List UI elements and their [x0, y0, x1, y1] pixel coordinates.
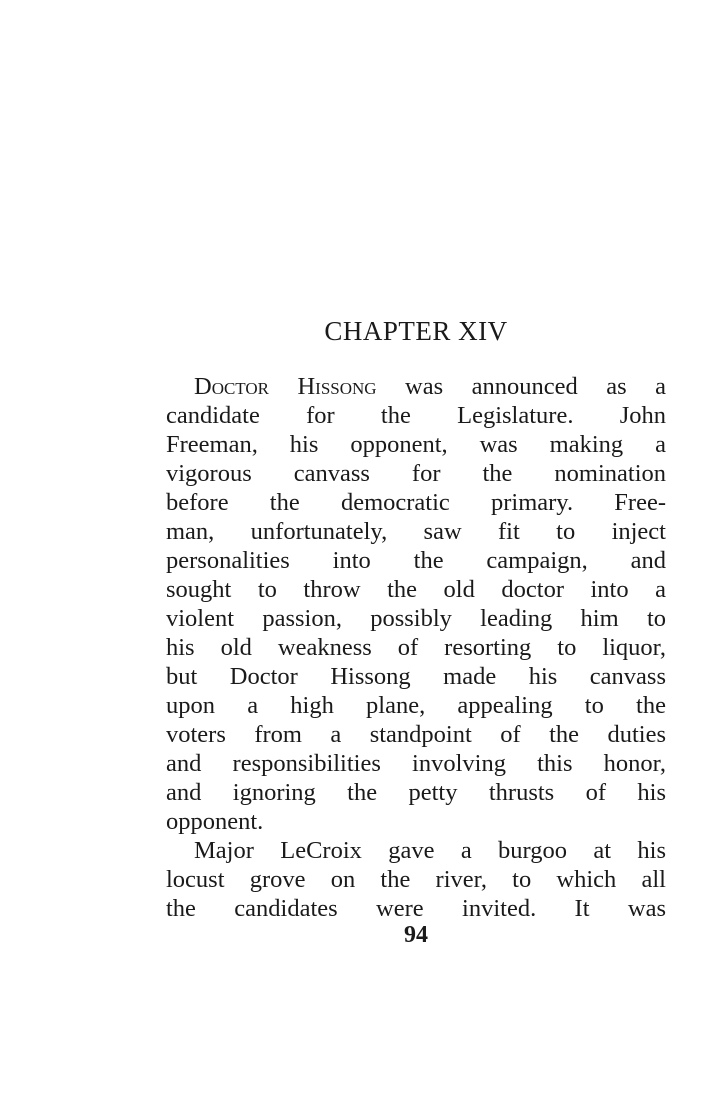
text-line: and responsibilities involving this honor, — [166, 750, 666, 777]
text-line: the candidates were invited. It was — [166, 895, 666, 922]
text-line: candidate for the Legislature. John — [166, 402, 666, 429]
text-line: before the democratic primary. Free- — [166, 489, 666, 516]
text-line: Freeman, his opponent, was making a — [166, 431, 666, 458]
line-text: was announced as a — [376, 373, 666, 400]
text-line: man, unfortunately, saw fit to inject — [166, 518, 666, 545]
page-number: 94 — [404, 922, 428, 948]
text-line: sought to throw the old doctor into a — [166, 576, 666, 603]
text-line: vigorous canvass for the nomination — [166, 460, 666, 487]
text-line: Major LeCroix gave a burgoo at his — [194, 837, 666, 864]
text-line — [166, 372, 666, 401]
text-line: violent passion, possibly leading him to — [166, 605, 666, 632]
text-line: voters from a standpoint of the duties — [166, 721, 666, 748]
text-line: upon a high plane, appealing to the — [166, 692, 666, 719]
text-line: but Doctor Hissong made his canvass — [166, 663, 666, 690]
text-line: locust grove on the river, to which all — [166, 866, 666, 893]
text-line: opponent. — [166, 808, 264, 835]
small-caps-name: Doctor Hissong — [194, 373, 377, 400]
text-line: and ignoring the petty thrusts of his — [166, 779, 666, 806]
chapter-heading: CHAPTER XIV — [324, 316, 508, 346]
text-line: personalities into the campaign, and — [166, 547, 666, 574]
body-text — [166, 372, 666, 923]
text-line: his old weakness of resorting to liquor, — [166, 634, 666, 661]
